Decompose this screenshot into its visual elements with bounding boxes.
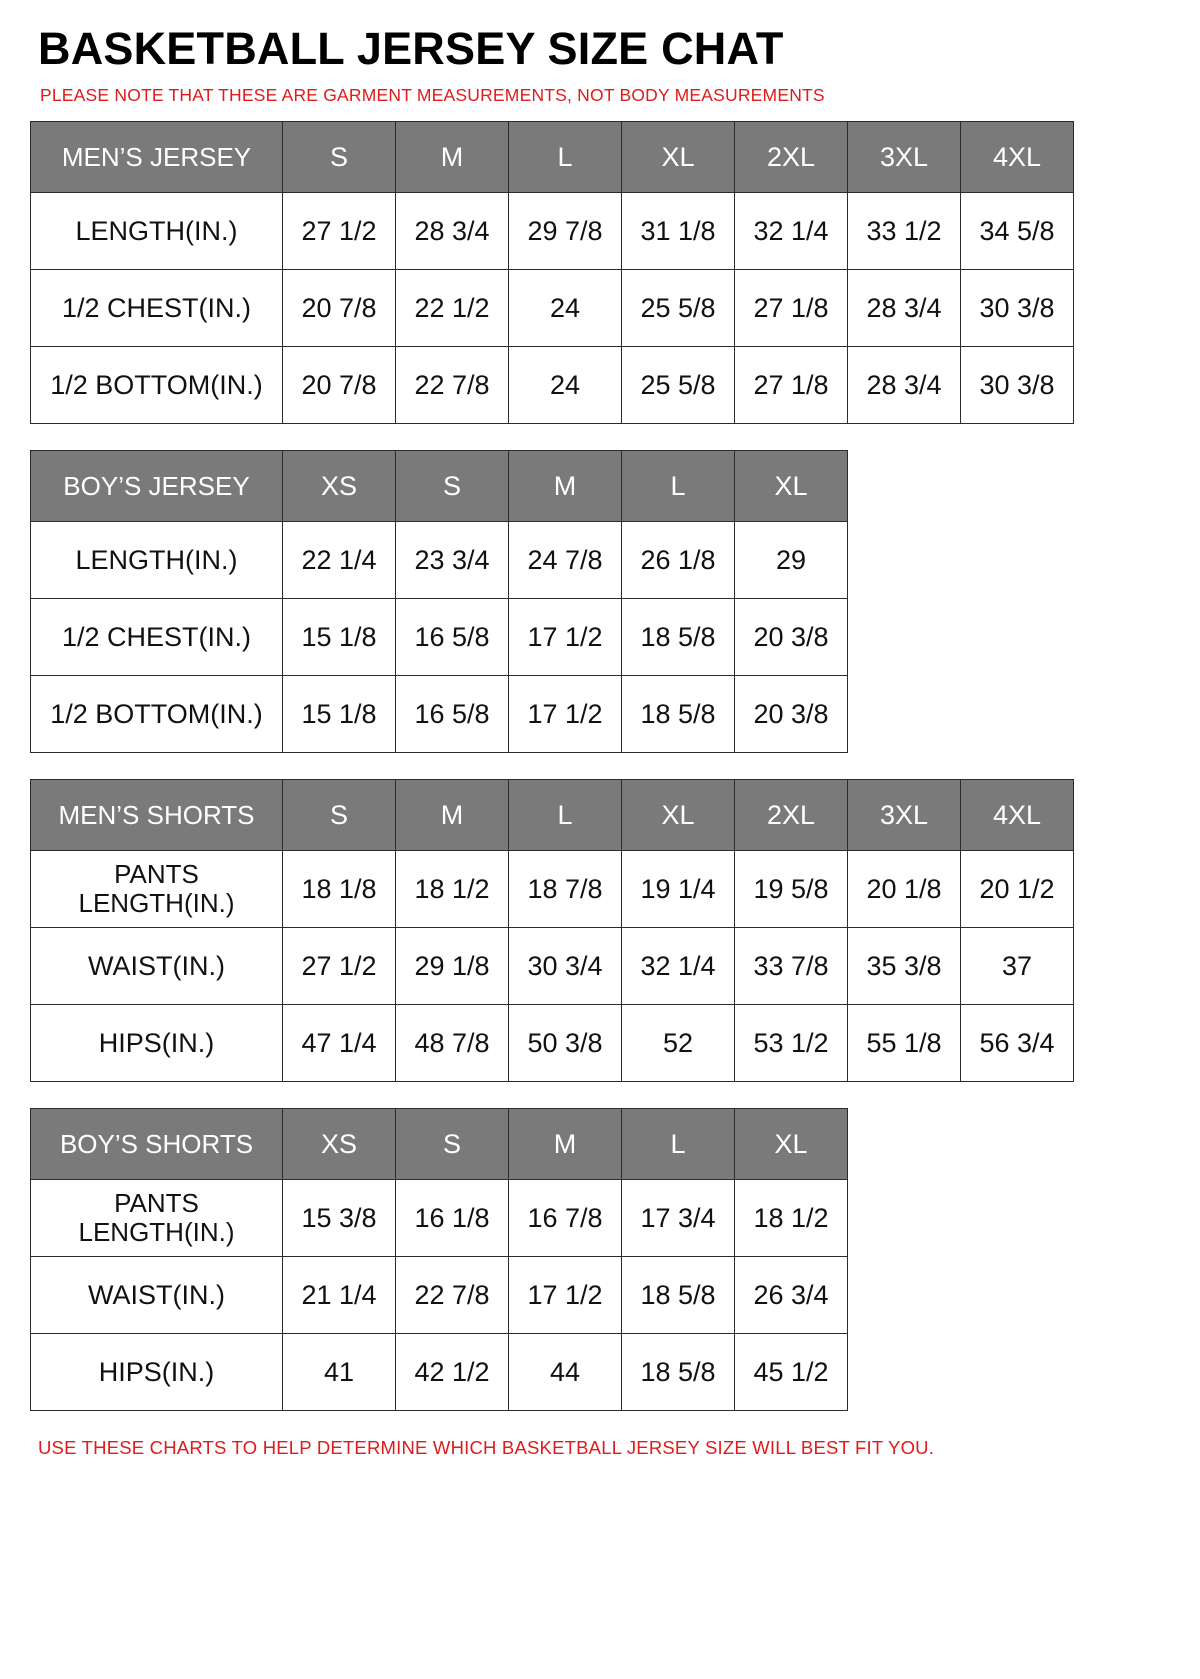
table-row: [31, 928, 1074, 1005]
table-header-boys-jersey: [31, 451, 848, 522]
row-label: 1/2 CHEST(IN.): [31, 599, 283, 676]
table-row: [31, 270, 1074, 347]
cell: 18 5/8: [622, 676, 735, 753]
cell: 28 3/4: [396, 193, 509, 270]
table-boys-jersey: [30, 450, 848, 753]
cell: 52: [622, 1005, 735, 1082]
cell: 48 7/8: [396, 1005, 509, 1082]
table-row: [31, 1005, 1074, 1082]
cell: 16 5/8: [396, 599, 509, 676]
column-header: M: [509, 451, 622, 522]
header-row: [31, 451, 848, 522]
cell: 17 3/4: [622, 1180, 735, 1257]
cell: 18 1/8: [283, 851, 396, 928]
column-header: L: [622, 1109, 735, 1180]
cell: 30 3/8: [961, 347, 1074, 424]
row-label-line2: LENGTH(IN.): [78, 888, 235, 919]
column-header: XL: [622, 122, 735, 193]
table-row: [31, 851, 1074, 928]
cell: 44: [509, 1334, 622, 1411]
table-row: [31, 1334, 848, 1411]
row-label: [31, 851, 283, 928]
cell: 18 1/2: [396, 851, 509, 928]
row-label: 1/2 CHEST(IN.): [31, 270, 283, 347]
column-header: L: [622, 451, 735, 522]
column-header: BOY’S JERSEY: [31, 451, 283, 522]
column-header: 4XL: [961, 780, 1074, 851]
column-header: XL: [735, 451, 848, 522]
column-header: MEN’S JERSEY: [31, 122, 283, 193]
cell: 19 5/8: [735, 851, 848, 928]
cell: 32 1/4: [735, 193, 848, 270]
measurement-note: PLEASE NOTE THAT THESE ARE GARMENT MEASUREMENTS, NOT BODY MEASUREMENTS: [40, 84, 825, 105]
cell: 55 1/8: [848, 1005, 961, 1082]
cell: 30 3/8: [961, 270, 1074, 347]
column-header: S: [396, 451, 509, 522]
cell: 17 1/2: [509, 599, 622, 676]
column-header: MEN’S SHORTS: [31, 780, 283, 851]
cell: 25 5/8: [622, 347, 735, 424]
cell: 24 7/8: [509, 522, 622, 599]
cell: 22 7/8: [396, 347, 509, 424]
row-label: [31, 1180, 283, 1257]
table-mens-jersey: [30, 121, 1074, 424]
cell: 24: [509, 347, 622, 424]
cell: 22 7/8: [396, 1257, 509, 1334]
header-row: [31, 1109, 848, 1180]
row-label: 1/2 BOTTOM(IN.): [31, 347, 283, 424]
column-header: BOY’S SHORTS: [31, 1109, 283, 1180]
cell: 33 7/8: [735, 928, 848, 1005]
tables-container: [30, 121, 1170, 1411]
cell: 50 3/8: [509, 1005, 622, 1082]
row-label: LENGTH(IN.): [31, 522, 283, 599]
cell: 27 1/8: [735, 347, 848, 424]
row-label-line1: PANTS: [114, 859, 199, 890]
header-row: [31, 780, 1074, 851]
cell: 21 1/4: [283, 1257, 396, 1334]
column-header: 3XL: [848, 780, 961, 851]
row-label: WAIST(IN.): [31, 928, 283, 1005]
cell: 20 1/2: [961, 851, 1074, 928]
cell: 22 1/4: [283, 522, 396, 599]
cell: 28 3/4: [848, 347, 961, 424]
cell: 19 1/4: [622, 851, 735, 928]
cell: 15 1/8: [283, 599, 396, 676]
column-header: XL: [735, 1109, 848, 1180]
row-label: 1/2 BOTTOM(IN.): [31, 676, 283, 753]
table-boys-shorts: [30, 1108, 848, 1411]
cell: 20 7/8: [283, 270, 396, 347]
cell: 18 5/8: [622, 1334, 735, 1411]
cell: 34 5/8: [961, 193, 1074, 270]
cell: 42 1/2: [396, 1334, 509, 1411]
cell: 26 1/8: [622, 522, 735, 599]
cell: 17 1/2: [509, 1257, 622, 1334]
table-row: [31, 599, 848, 676]
column-header: XS: [283, 451, 396, 522]
row-label-line1: PANTS: [114, 1188, 199, 1219]
column-header: M: [396, 780, 509, 851]
table-row: [31, 347, 1074, 424]
cell: 22 1/2: [396, 270, 509, 347]
row-label: WAIST(IN.): [31, 1257, 283, 1334]
cell: 16 1/8: [396, 1180, 509, 1257]
cell: 20 3/8: [735, 676, 848, 753]
column-header: 2XL: [735, 780, 848, 851]
table-header-mens-jersey: [31, 122, 1074, 193]
cell: 20 3/8: [735, 599, 848, 676]
column-header: S: [396, 1109, 509, 1180]
cell: 28 3/4: [848, 270, 961, 347]
cell: 32 1/4: [622, 928, 735, 1005]
column-header: L: [509, 122, 622, 193]
cell: 18 1/2: [735, 1180, 848, 1257]
column-header: XS: [283, 1109, 396, 1180]
footer-note: USE THESE CHARTS TO HELP DETERMINE WHICH BASKETBALL JERSEY SIZE WILL BEST FIT YOU.: [38, 1437, 935, 1459]
cell: 35 3/8: [848, 928, 961, 1005]
cell: 16 7/8: [509, 1180, 622, 1257]
cell: 53 1/2: [735, 1005, 848, 1082]
cell: 30 3/4: [509, 928, 622, 1005]
table-row: [31, 193, 1074, 270]
column-header: 4XL: [961, 122, 1074, 193]
cell: 27 1/8: [735, 270, 848, 347]
row-label: HIPS(IN.): [31, 1005, 283, 1082]
cell: 27 1/2: [283, 928, 396, 1005]
cell: 29: [735, 522, 848, 599]
table-row: [31, 1257, 848, 1334]
table-row: [31, 522, 848, 599]
cell: 33 1/2: [848, 193, 961, 270]
cell: 16 5/8: [396, 676, 509, 753]
cell: 41: [283, 1334, 396, 1411]
cell: 15 1/8: [283, 676, 396, 753]
column-header: M: [509, 1109, 622, 1180]
table-mens-shorts: [30, 779, 1074, 1082]
cell: 23 3/4: [396, 522, 509, 599]
cell: 24: [509, 270, 622, 347]
table-header-boys-shorts: [31, 1109, 848, 1180]
header-row: [31, 122, 1074, 193]
cell: 31 1/8: [622, 193, 735, 270]
cell: 56 3/4: [961, 1005, 1074, 1082]
cell: 17 1/2: [509, 676, 622, 753]
cell: 25 5/8: [622, 270, 735, 347]
cell: 15 3/8: [283, 1180, 396, 1257]
cell: 29 7/8: [509, 193, 622, 270]
cell: 18 7/8: [509, 851, 622, 928]
column-header: XL: [622, 780, 735, 851]
column-header: S: [283, 780, 396, 851]
row-label-line2: LENGTH(IN.): [78, 1217, 235, 1248]
page-title: BASKETBALL JERSEY SIZE CHAT: [38, 23, 784, 74]
cell: 27 1/2: [283, 193, 396, 270]
cell: 45 1/2: [735, 1334, 848, 1411]
table-header-mens-shorts: [31, 780, 1074, 851]
column-header: L: [509, 780, 622, 851]
cell: 29 1/8: [396, 928, 509, 1005]
column-header: M: [396, 122, 509, 193]
column-header: 3XL: [848, 122, 961, 193]
cell: 26 3/4: [735, 1257, 848, 1334]
row-label: LENGTH(IN.): [31, 193, 283, 270]
column-header: 2XL: [735, 122, 848, 193]
cell: 37: [961, 928, 1074, 1005]
row-label: HIPS(IN.): [31, 1334, 283, 1411]
column-header: S: [283, 122, 396, 193]
cell: 47 1/4: [283, 1005, 396, 1082]
cell: 18 5/8: [622, 599, 735, 676]
cell: 20 7/8: [283, 347, 396, 424]
table-row: [31, 676, 848, 753]
cell: 18 5/8: [622, 1257, 735, 1334]
table-row: [31, 1180, 848, 1257]
cell: 20 1/8: [848, 851, 961, 928]
